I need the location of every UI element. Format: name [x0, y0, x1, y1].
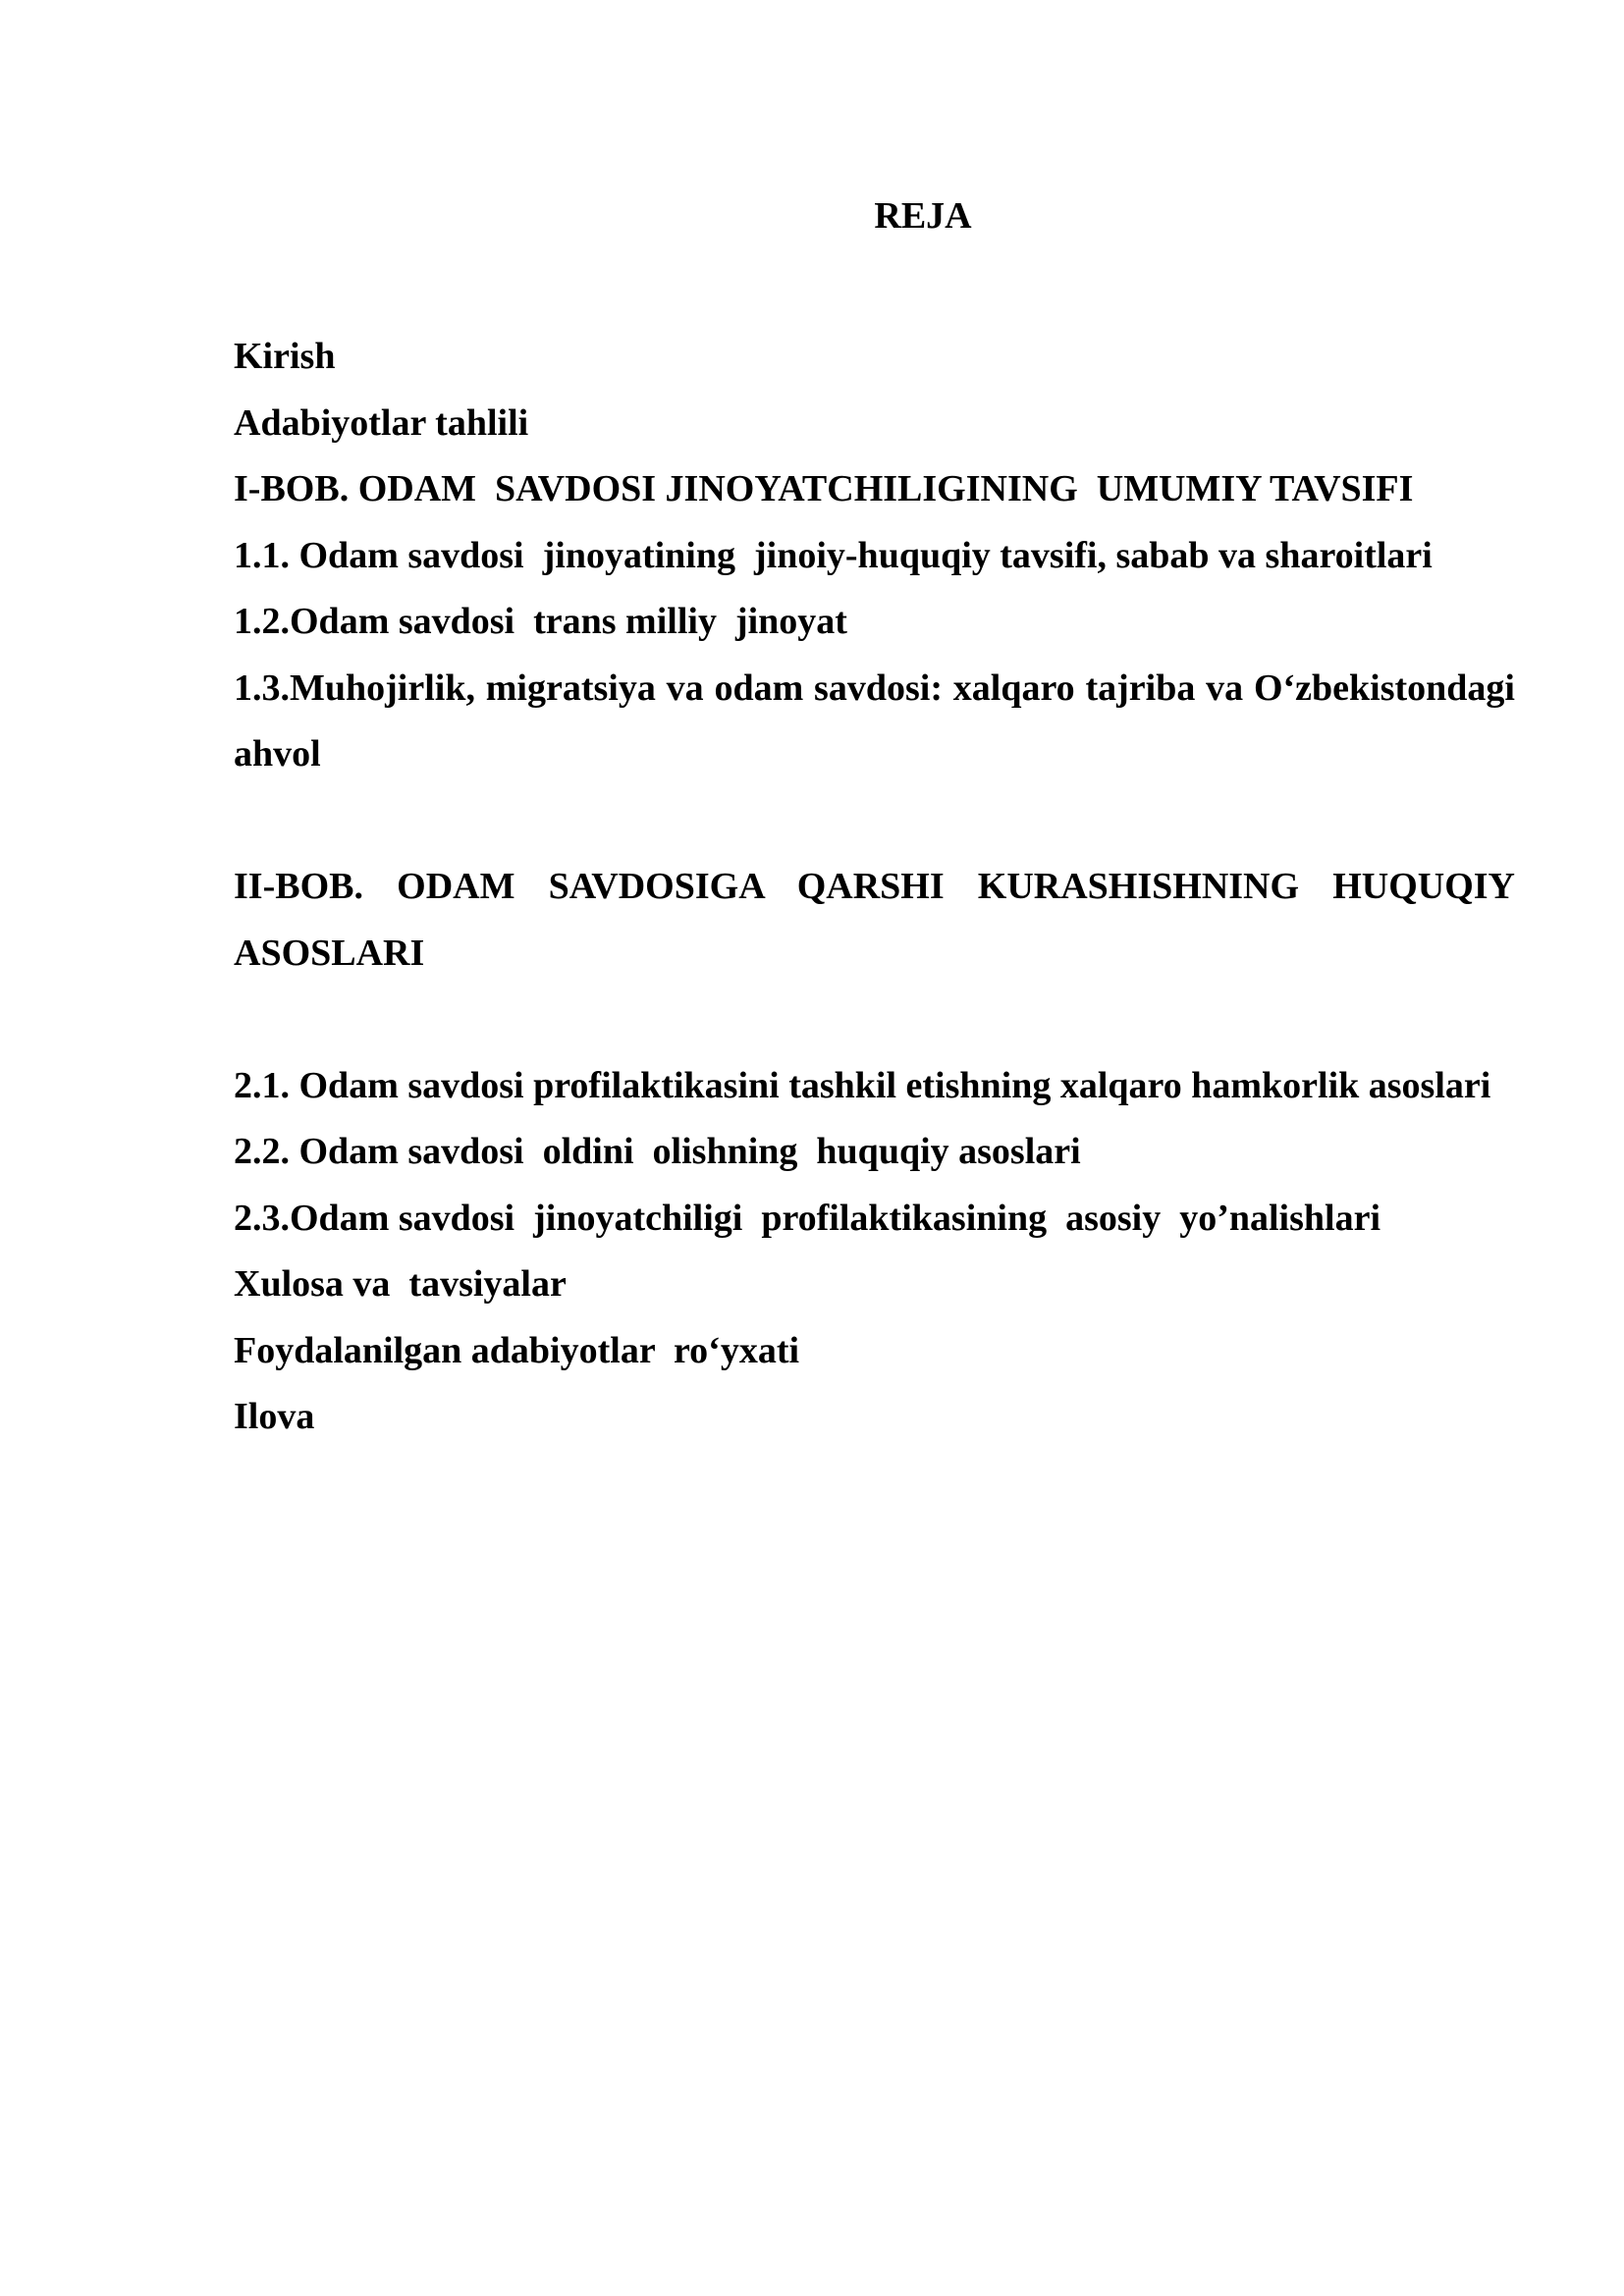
- toc-chapter-2-heading: II-BOB. ODAM SAVDOSIGA QARSHI KURASHISHNING HUQUQIY ASOSLARI: [234, 866, 1515, 974]
- toc-entry-ilova: Ilova: [234, 1396, 315, 1437]
- toc-chapter-1-heading: I-BOB. ODAM SAVDOSI JINOYATCHILIGINING UMUMIY TAVSIFI: [234, 468, 1414, 509]
- toc-section-2-3: 2.3.Odam savdosi jinoyatchiligi profilaktikasining asosiy yo’nalishlari: [234, 1197, 1381, 1239]
- toc-section-1-2: 1.2.Odam savdosi trans milliy jinoyat: [234, 601, 847, 642]
- toc-entry-xulosa: Xulosa va tavsiyalar: [234, 1263, 567, 1305]
- toc-entry-kirish: Kirish: [234, 336, 336, 377]
- table-of-contents: [234, 324, 1515, 1451]
- toc-entry-adabiyotlar-tahlili: Adabiyotlar tahlili: [234, 401, 529, 444]
- toc-entry-foydalanilgan-adabiyotlar: Foydalanilgan adabiyotlar ro‘yxati: [234, 1329, 800, 1371]
- page-title: REJA: [874, 195, 972, 237]
- toc-section-1-3: 1.3.Muhojirlik, migratsiya va odam savdosi: xalqaro tajriba va O‘zbekistondagi ahvol: [234, 667, 1515, 774]
- toc-section-1-1: 1.1. Odam savdosi jinoyatining jinoiy-huquqiy tavsifi, sabab va sharoitlari: [234, 534, 1433, 576]
- toc-section-2-1: 2.1. Odam savdosi profilaktikasini tashkil etishning xalqaro hamkorlik asoslari: [234, 1064, 1491, 1106]
- spacer: [234, 987, 1515, 1053]
- spacer: [234, 788, 1515, 855]
- toc-section-2-2: 2.2. Odam savdosi oldini olishning huquqiy asoslari: [234, 1131, 1081, 1172]
